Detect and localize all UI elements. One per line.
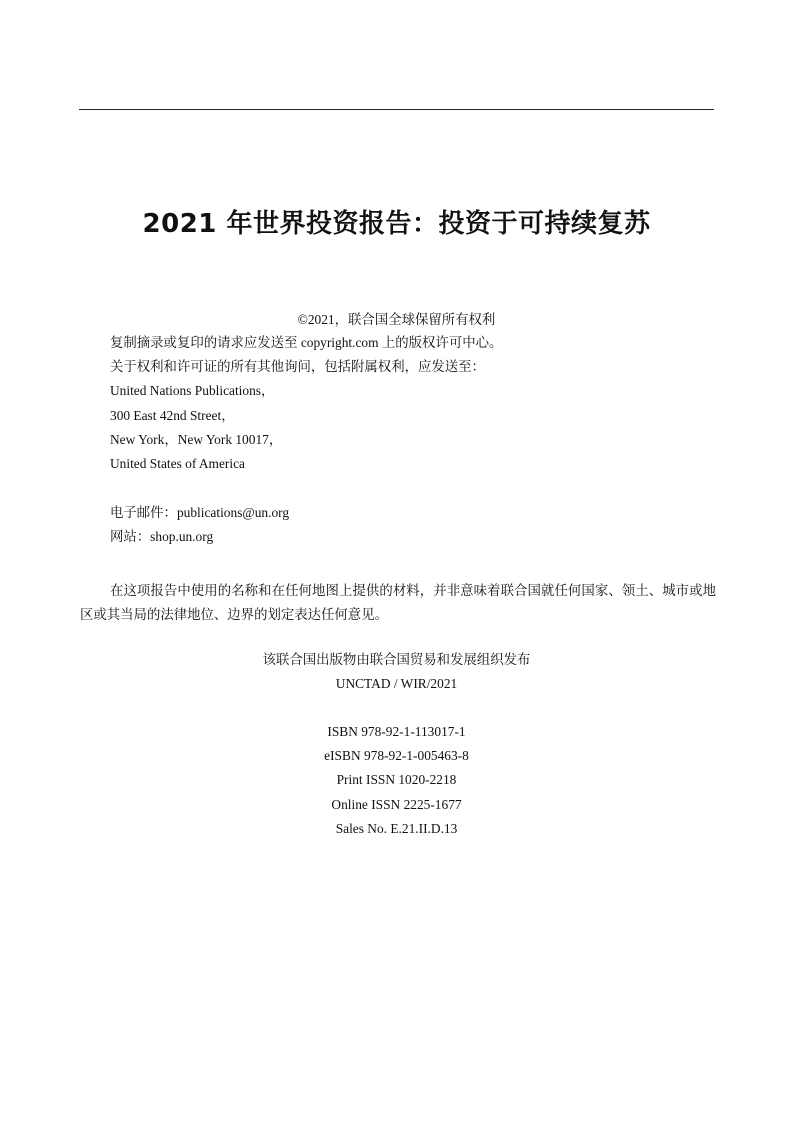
contact-website: 网站：shop.un.org xyxy=(110,529,214,544)
publisher-statement: 该联合国出版物由联合国贸易和发展组织发布 xyxy=(262,652,531,667)
document-symbol: UNCTAD / WIR/2021 xyxy=(335,676,458,691)
header-rule xyxy=(79,109,714,110)
address-line-org: United Nations Publications， xyxy=(110,383,275,398)
online-issn: Online ISSN 2225-1677 xyxy=(331,797,462,812)
address-line-city: New York，New York 10017， xyxy=(110,432,283,447)
document-title: 2021 年世界投资报告：投资于可持续复苏 xyxy=(142,209,651,239)
address-line-street: 300 East 42nd Street， xyxy=(110,408,235,423)
rights-line-request: 复制摘录或复印的请求应发送至 copyright.com 上的版权许可中心。 xyxy=(110,335,503,350)
print-issn: Print ISSN 1020-2218 xyxy=(336,772,457,787)
eisbn: eISBN 978-92-1-005463-8 xyxy=(324,748,469,763)
rights-line-inquiries: 关于权利和许可证的所有其他询问，包括附属权利，应发送至： xyxy=(110,359,485,374)
contact-email: 电子邮件：publications@un.org xyxy=(110,505,290,520)
isbn: ISBN 978-92-1-113017-1 xyxy=(327,724,466,739)
disclaimer-paragraph: 在这项报告中使用的名称和在任何地图上提供的材料，并非意味着联合国就任何国家、领土、城市或地区或其当局的法律地位、边界的划定表达任何意见。 xyxy=(80,583,716,622)
copyright-line: ©2021，联合国全球保留所有权利 xyxy=(297,312,496,327)
address-line-country: United States of America xyxy=(110,456,245,471)
sales-number: Sales No. E.21.II.D.13 xyxy=(335,821,458,836)
